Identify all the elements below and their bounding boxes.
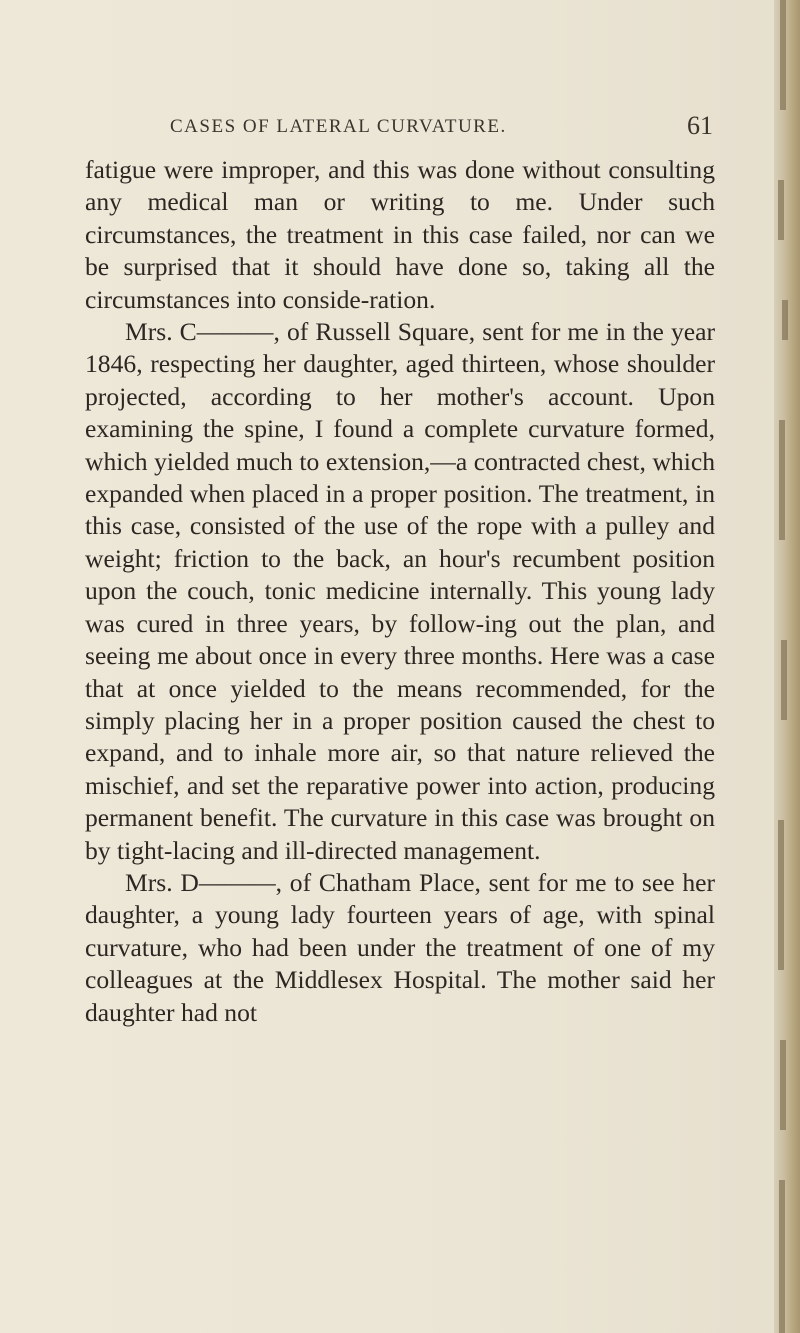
- paragraph-mrs-d-case: Mrs. D———, of Chatham Place, sent for me to see her daughter, a young lady fourteen years of age, with spinal curvature, who had been under the treatment of one of my colleagues at the Middlesex Hospital. The mother said her daughter had not: [85, 867, 715, 1027]
- body-text: [85, 154, 715, 1029]
- running-head: [170, 113, 715, 147]
- paragraph-continuation: fatigue were improper, and this was done without consulting any medical man or writing to me. Under such circumstances, the treatment in this case failed, nor can we be surprised that it should have done so, taking all the circumstances into conside-ration.: [85, 155, 715, 314]
- running-title: CASES OF LATERAL CURVATURE.: [170, 116, 507, 137]
- page-edge-decoration: [774, 0, 800, 1333]
- page-number: 61: [687, 111, 713, 140]
- paragraph-mrs-c-case: Mrs. C———, of Russell Square, sent for me in the year 1846, respecting her daughter, aged thirteen, whose shoulder projected, according to her mother's account. Upon examining the spine, I found a complete curvature formed, which yielded much to extension,—a contracted chest, which expanded when placed in a proper position. The treatment, in this case, consisted of the use of the rope with a pulley and weight; friction to the back, an hour's recumbent position upon the couch, tonic medicine internally. This young lady was cured in three years, by follow-ing out the plan, and seeing me about once in every three months. Here was a case that at once yielded to the means recommended, for the simply placing her in a proper position caused the chest to expand, and to inhale more air, so that nature relieved the mischief, and set the reparative power into action, producing permanent benefit. The curvature in this case was brought on by tight-lacing and ill-directed management.: [85, 317, 715, 865]
